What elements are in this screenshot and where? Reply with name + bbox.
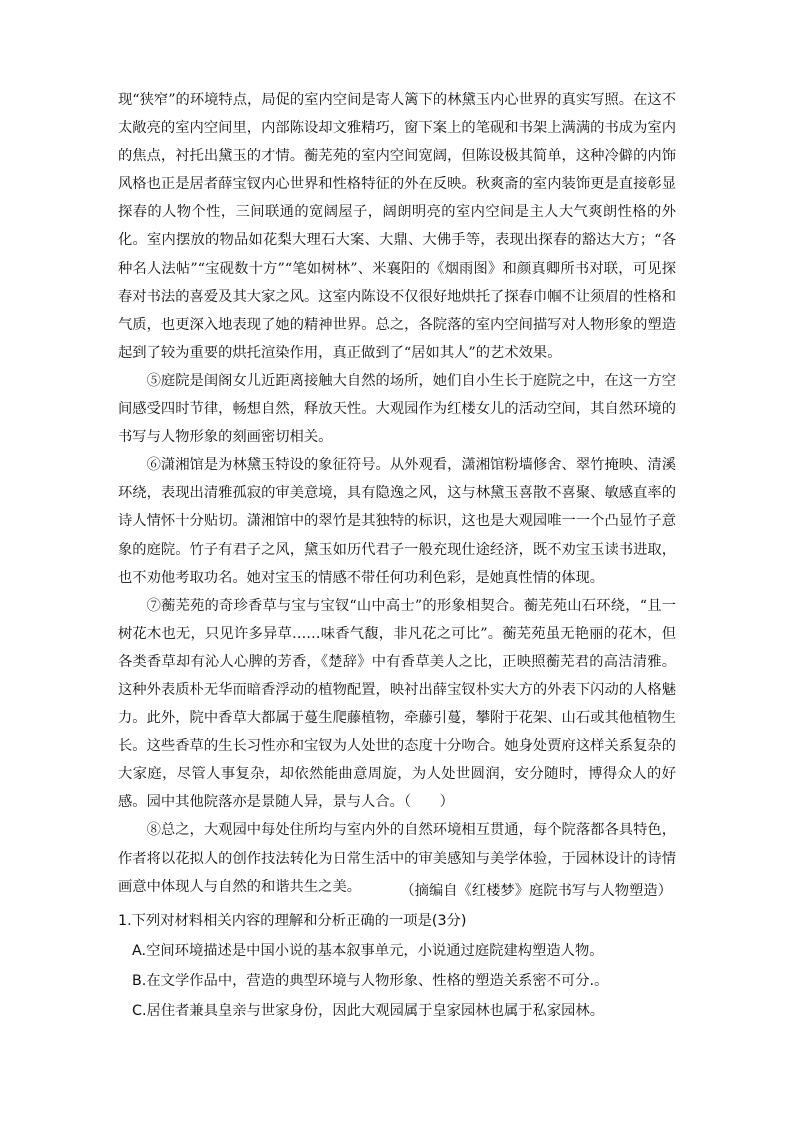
article-source: （摘编自《红楼梦》庭院书写与人物塑造）	[400, 883, 672, 899]
question-option-b: B.在文学作品中，营造的典型环境与人物形象、性格的塑造关系密不可分.。	[132, 973, 609, 989]
article-paragraph: ⑤庭院是闺阁女儿近距离接触大自然的场所，她们自小生长于庭院之中，在这一方空间感受四时节律，畅想自然，释放天性。大观园作为红楼女儿的活动空间，其自然环境的书写与人物形象的刻画密切相关。	[118, 372, 676, 446]
article-paragraph: ⑦蘅芜苑的奇珍香草与宝与宝钗“山中高士”的形象相契合。蘅芜苑山石环绕，“且一树花木也无，只见许多异草……味香气馥，非凡花之可比”。蘅芜苑虽无艳丽的花木，但各类香草却有沁人心脾的芳香，《楚辞》中有香草美人之比，正映照蘅芜君的高洁清雅。这种外表质朴无华而暗香浮动的植物配置，映衬出薛宝钗朴实大方的外表下闪动的人格魅力。此外，院中香草大都属于蔓生爬藤植物，牵藤引蔓，攀附于花架、山石或其他植物生长。这些香草的生长习性亦和宝钗为人处世的态度十分吻合。她身处贾府这样关系复杂的大家庭，尽管人事复杂，却依然能曲意周旋，为人处世圆润，安分随时，博得众人的好感。园中其他院落亦是景随人异，景与人合。（ ）	[118, 597, 676, 811]
question-option-c: C.居住者兼具皇亲与世家身份，因此大观园属于皇家园林也属于私家园林。	[132, 1003, 605, 1019]
article-paragraph: ⑥潇湘馆是为林黛玉特设的象征符号。从外观看，潇湘馆粉墙修舍、翠竹掩映、清溪环绕，表现出清雅孤寂的审美意境，具有隐逸之风，这与林黛玉喜散不喜聚、敏感直率的诗人情怀十分贴切。潇湘馆中的翠竹是其独特的标识，这也是大观园唯一一个凸显竹子意象的庭院。竹子有君子之风，黛玉如历代君子一般充现仕途经济，既不劝宝玉读书进取，也不劝他考取功名。她对宝玉的情感不带任何功利色彩，是她真性情的体现。	[118, 457, 676, 586]
article-paragraph: ⑧总之，大观园中每处住所均与室内外的自然环境相互贯通，每个院落都各具特色，作者将以花拟人的创作技法转化为日常生活中的审美感知与美学体验，于园林设计的诗情画意中体现人与自然的和谐共生之美。	[118, 822, 676, 895]
question-option-a: A.空间环境描述是中国小说的基本叙事单元，小说通过庭院建构塑造人物。	[132, 943, 604, 959]
question-block	[118, 906, 678, 1026]
article-body	[118, 86, 676, 901]
article-paragraph: 现“狭窄”的环境特点，局促的室内空间是寄人篱下的林黛玉内心世界的真实写照。在这不太敞亮的室内空间里，内部陈设却文雅精巧，窗下案上的笔砚和书架上满满的书成为室内的焦点，衬托出黛玉的才情。蘅芜苑的室内空间宽阔，但陈设极其简单，这种冷僻的内饰风格也正是居者薛宝钗内心世界和性格特征的外在反映。秋爽斋的室内装饰更是直接彰显探春的人物个性，三间联通的宽阔屋子，阔朗明亮的室内空间是主人大气爽朗性格的外化。室内摆放的物品如花梨大理石大案、大鼎、大佛手等，表现出探春的豁达大方；“各种名人法帖”“宝砚数十方”“笔如树林”、米襄阳的《烟雨图》和颜真卿所书对联，可见探春对书法的喜爱及其大家之风。这室内陈设不仅很好地烘托了探春巾帼不让须眉的性格和气质，也更深入地表现了她的精神世界。总之，各院落的室内空间描写对人物形象的塑造起到了较为重要的烘托渲染作用，真正做到了“居如其人”的艺术效果。	[118, 92, 676, 361]
question-stem: 1.下列对材料相关内容的理解和分析正确的一项是(3分)	[118, 913, 467, 929]
